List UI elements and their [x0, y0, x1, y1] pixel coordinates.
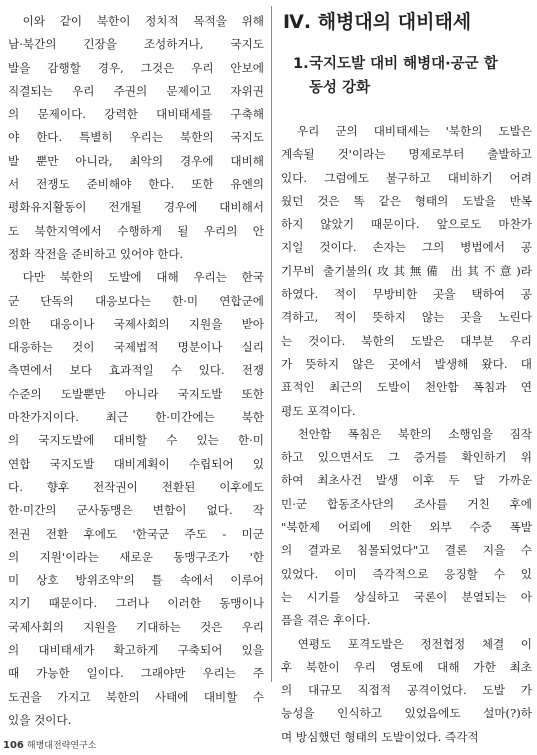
text-line: 하여 최초사건 발생 이후 두 달 가까운 — [281, 473, 532, 488]
left-paragraph-2 — [8, 266, 264, 732]
text-line: 도권을 가지고 북한의 사태에 대비할 수 — [8, 689, 264, 704]
text-line: 전권 전환 후에도 '한국군 주도 - 미군 — [8, 526, 264, 541]
text-line: 있었다. 이미 즉각적으로 응징할 수 있 — [281, 566, 532, 581]
text-line: 의 대비태세가 확고하게 구축되어 있을 — [8, 643, 264, 658]
text-line: 도 북한지역에서 수행하게 될 우리의 안 — [8, 223, 264, 238]
text-line: 격하고, 적이 뜻하지 않는 곳을 노린다 — [281, 310, 532, 325]
text-line: 민·군 합동조사단의 조사를 거친 후에 — [281, 496, 532, 511]
text-line: 때 가능한 일이다. 그래야만 우리는 주 — [8, 666, 264, 681]
text-line: 며 방심했던 형태의 도발이었다. 즉각적 — [281, 729, 479, 744]
text-line: 하였다. 적이 무방비한 곳을 택하여 공 — [281, 287, 532, 302]
right-column — [281, 10, 532, 749]
text-line: 의 국지도발에 대비할 수 있는 한·미 — [8, 433, 264, 448]
text-line: 후 북한이 우리 영토에 대해 가한 최초 — [281, 659, 532, 674]
text-line: 서 전쟁도 준비해야 한다. 또한 유엔의 — [8, 177, 264, 192]
text-line: 능성을 인식하고 있었음에도 설마(?)하 — [281, 706, 532, 721]
publisher-name: 해병대전략연구소 — [26, 741, 97, 751]
text-line: 하지 않았기 때문이다. 앞으로도 마찬가 — [281, 217, 532, 232]
text-line: 한·미간의 군사동맹은 변함이 없다. 작 — [8, 503, 264, 518]
subsection-title-line-2: 동성 강화 — [309, 80, 371, 96]
text-line: 이와 같이 북한이 정치적 목적을 위해 — [8, 14, 264, 28]
page-footer — [3, 738, 96, 751]
text-line: 웠던 것은 똑 같은 형태의 도발을 반복 — [281, 193, 532, 208]
text-line: 의 대규모 직접적 공격이었다. 도발 가 — [281, 683, 532, 698]
text-line: 평도 포격이다. — [281, 403, 356, 418]
text-line: 의 지원'이라는 새로운 동맹구조가 '한 — [8, 549, 264, 564]
text-line: 있을 것이다. — [8, 712, 72, 727]
text-line: 대응하는 것이 국제법적 명분이나 실리 — [8, 340, 264, 355]
subsection-number: 1. — [293, 56, 309, 72]
text-line: 다만 북한의 도발에 대해 우리는 한국 — [8, 270, 264, 285]
left-paragraph-1 — [8, 10, 264, 266]
right-paragraph-3 — [281, 633, 532, 749]
text-line: 평화유지활동이 전개될 경우에 대비해서 — [8, 200, 264, 215]
text-line: 는 것이다. 북한의 도발은 대부분 우리 — [281, 333, 532, 348]
text-line: 측면에서 보다 효과적일 수 있다. 전쟁 — [8, 363, 264, 378]
text-line: 미 상호 방위조약'의 틀 속에서 이루어 — [8, 573, 264, 588]
text-line: 남·북간의 긴장을 조성하거나, 국지도 — [8, 37, 264, 52]
text-line: 다. 향후 전작권이 전환된 이후에도 — [8, 479, 264, 494]
text-line: 정화 작전을 준비하고 있어야 한다. — [8, 246, 184, 261]
subsection-title-line-1: 국지도발 대비 해병대·공군 합 — [309, 56, 498, 72]
text-line: 지기 때문이다. 그러나 이러한 동맹이나 — [8, 596, 264, 611]
text-line: 수준의 도발뿐만 아니라 국지도발 또한 — [8, 386, 264, 401]
text-line: 연평도 포격도발은 정전협정 체결 이 — [281, 636, 532, 651]
text-line: 야 한다. 특별히 우리는 북한의 국지도 — [8, 130, 264, 145]
subsection-title — [293, 52, 532, 120]
column-divider — [271, 6, 272, 682]
text-line: 직결되는 우리 주권의 문제이고 자위권 — [8, 83, 264, 98]
text-line: "북한제 어뢰에 의한 외부 수중 폭발 — [281, 520, 532, 535]
text-line: 계속될 것'이라는 명제로부터 출발하고 — [281, 147, 532, 162]
text-line: 픔을 겪은 후이다. — [281, 613, 371, 628]
text-line: 있다. 그럼에도 불구하고 대비하기 어려 — [281, 170, 532, 185]
text-line: 기무비 출기불의(攻其無備 出其不意)라 — [281, 263, 532, 278]
text-line: 연합 국지도발 대비계획이 수립되어 있 — [8, 456, 264, 471]
page-number: 106 — [3, 740, 24, 751]
text-line: 발 뿐만 아니라, 최악의 경우에 대비해 — [8, 153, 264, 168]
text-line: 발을 감행할 경우, 그것은 우리 안보에 — [8, 60, 264, 75]
text-line: 군 단독의 대응보다는 한·미 연합군에 — [8, 293, 264, 308]
text-line: 우리 군의 대비태세는 '북한의 도발은 — [281, 124, 532, 138]
text-line: 는 시기를 상실하고 국론이 분열되는 아 — [281, 589, 532, 604]
text-line: 의 문제이다. 강력한 대비태세를 구축해 — [8, 107, 264, 122]
text-line: 의한 대응이나 국제사회의 지원을 받아 — [8, 316, 264, 331]
left-column — [8, 10, 264, 732]
right-paragraph-1 — [281, 120, 532, 423]
text-line: 의 결과로 침몰되었다"고 결론 지을 수 — [281, 543, 532, 558]
text-line: 가 뜻하지 않은 곳에서 발생해 왔다. 대 — [281, 356, 532, 371]
text-line: 마찬가지이다. 최근 한·미간에는 북한 — [8, 410, 264, 425]
text-line: 천안함 폭침은 북한의 소행임을 짐작 — [281, 426, 532, 441]
text-line: 지일 것이다. 손자는 그의 병법에서 공 — [281, 240, 532, 255]
text-line: 국제사회의 지원을 기대하는 것은 우리 — [8, 619, 264, 634]
section-title: Ⅳ. 해병대의 대비태세 — [283, 11, 472, 33]
text-line: 표적인 최근의 도발이 천안함 폭침과 연 — [281, 380, 532, 395]
right-paragraph-2 — [281, 423, 532, 633]
text-line: 하고 있으면서도 그 증거를 확인하기 위 — [281, 450, 532, 465]
